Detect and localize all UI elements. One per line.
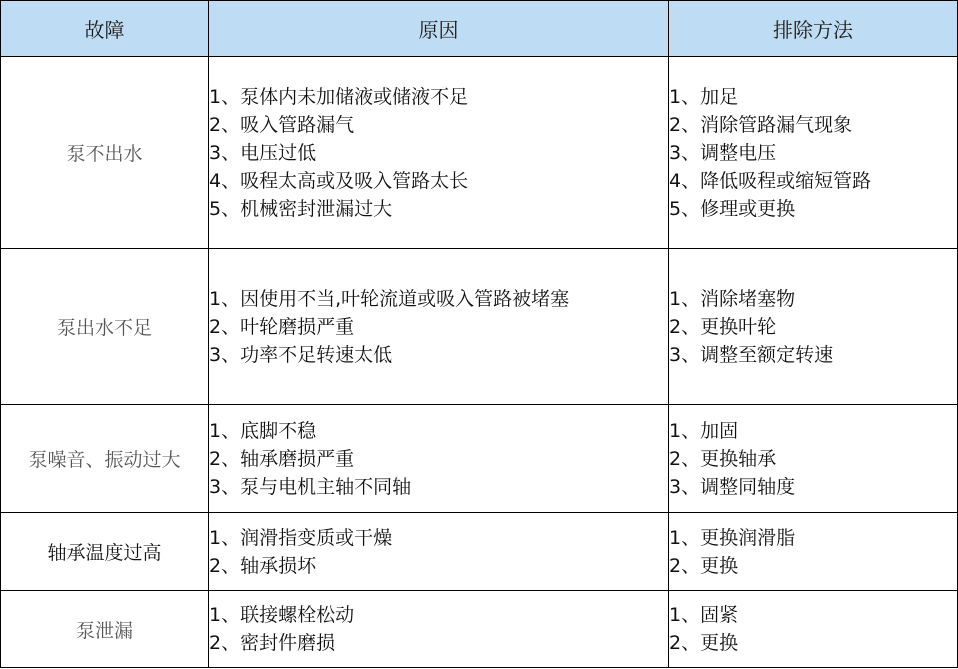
fault-cell: 泵出水不足 [1, 249, 209, 405]
remedy-item: 2、更换轴承 [669, 447, 777, 470]
fault-cell: 泵泄漏 [1, 591, 209, 668]
cause-item: 3、功率不足转速太低 [209, 343, 393, 366]
remedy-item: 3、调整电压 [669, 141, 777, 164]
header-remedy: 排除方法 [669, 1, 958, 57]
remedy-item: 2、消除管路漏气现象 [669, 113, 853, 136]
table-row [1, 513, 958, 591]
remedy-item: 1、消除堵塞物 [669, 287, 796, 310]
cause-item: 1、泵体内未加储液或储液不足 [209, 85, 469, 108]
fault-cell: 轴承温度过高 [1, 513, 209, 591]
remedy-item: 5、修理或更换 [669, 197, 796, 220]
cause-item: 2、密封件磨损 [209, 632, 336, 654]
remedy-item: 1、加固 [669, 419, 739, 442]
remedy-item: 1、固紧 [669, 604, 739, 626]
cause-item: 1、底脚不稳 [209, 419, 317, 442]
fault-cell: 泵不出水 [1, 57, 209, 249]
cause-item: 1、联接螺栓松动 [209, 604, 355, 626]
remedy-item: 3、调整同轴度 [669, 475, 796, 498]
fault-cell: 泵噪音、振动过大 [1, 405, 209, 513]
cause-cell [209, 513, 669, 591]
cause-item: 1、润滑指变质或干燥 [209, 526, 393, 549]
cause-item: 2、吸入管路漏气 [209, 113, 355, 136]
table-row [1, 405, 958, 513]
cause-cell [209, 591, 669, 668]
remedy-item: 4、降低吸程或缩短管路 [669, 169, 872, 192]
header-fault: 故障 [1, 1, 209, 57]
remedy-item: 3、调整至额定转速 [669, 343, 834, 366]
cause-item: 3、电压过低 [209, 141, 317, 164]
cause-item: 4、吸程太高或及吸入管路太长 [209, 169, 469, 192]
remedy-item: 2、更换 [669, 632, 739, 654]
remedy-cell [669, 591, 958, 668]
cause-cell [209, 249, 669, 405]
remedy-item: 2、更换 [669, 554, 739, 577]
header-cause: 原因 [209, 1, 669, 57]
cause-item: 5、机械密封泄漏过大 [209, 197, 393, 220]
cause-item: 3、泵与电机主轴不同轴 [209, 475, 412, 498]
cause-item: 1、因使用不当,叶轮流道或吸入管路被堵塞 [209, 287, 570, 310]
remedy-cell [669, 249, 958, 405]
remedy-item: 1、更换润滑脂 [669, 526, 796, 549]
cause-cell [209, 405, 669, 513]
remedy-item: 1、加足 [669, 85, 739, 108]
cause-item: 2、轴承磨损严重 [209, 447, 355, 470]
table-row [1, 57, 958, 249]
header-row [1, 1, 958, 57]
cause-cell [209, 57, 669, 249]
table-row [1, 591, 958, 668]
remedy-cell [669, 405, 958, 513]
remedy-cell [669, 513, 958, 591]
cause-item: 2、叶轮磨损严重 [209, 315, 355, 338]
remedy-item: 2、更换叶轮 [669, 315, 777, 338]
remedy-cell [669, 57, 958, 249]
cause-item: 2、轴承损坏 [209, 554, 317, 577]
table-row [1, 249, 958, 405]
